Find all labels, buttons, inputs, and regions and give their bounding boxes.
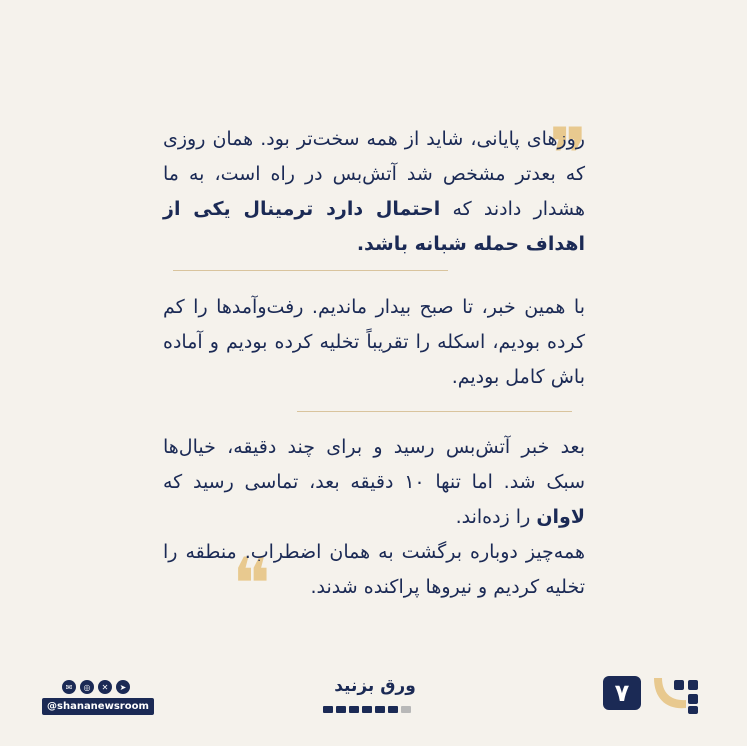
paragraph-3-text-tail: را زده‌اند. [455, 506, 537, 528]
turn-page-label[interactable]: ورق بزنید [334, 676, 416, 696]
progress-dot [349, 706, 359, 713]
instagram-icon[interactable]: ◎ [80, 680, 94, 694]
progress-dot [323, 706, 333, 713]
progress-dot [401, 706, 411, 713]
other-icon[interactable]: ✉ [62, 680, 76, 694]
paragraph-2: با همین خبر، تا صبح بیدار ماندیم. رفت‌وآمدها را کم کرده بودیم، اسکله را تقریباً تخلیه کرده بودیم و آماده باش کامل بودیم. [163, 296, 585, 388]
progress-dot [388, 706, 398, 713]
progress-dot [362, 706, 372, 713]
quote-open-mark: ❞ [549, 112, 588, 196]
divider-1 [173, 270, 448, 271]
divider-2 [297, 411, 572, 412]
page-number-badge: ۷ [603, 676, 641, 710]
progress-dot [375, 706, 385, 713]
telegram-icon[interactable]: ➤ [116, 680, 130, 694]
progress-dot [336, 706, 346, 713]
social-icons [62, 680, 130, 694]
paragraph-3-bold: لاوان [536, 506, 585, 528]
shana-logo-icon [648, 670, 710, 716]
paragraph-1 [163, 122, 585, 262]
social-handle[interactable]: @shananewsroom [42, 698, 154, 715]
paragraph-3-text-2: همه‌چیز دوباره برگشت به همان اضطراب. منطقه را تخلیه کردیم و نیروها پراکنده شدند. [163, 541, 585, 598]
quote-close-mark: ❝ [232, 542, 271, 626]
paragraph-3-text: بعد خبر آتش‌بس رسید و برای چند دقیقه، خیال‌ها سبک شد. اما تنها ۱۰ دقیقه بعد، تماسی رسید که [163, 436, 585, 493]
page-progress [323, 706, 411, 713]
paragraph-1-bold: احتمال دارد ترمینال یکی از اهداف حمله شبانه باشد. [163, 198, 585, 255]
x-icon[interactable]: ✕ [98, 680, 112, 694]
paragraph-1-text: روزهای پایانی، شاید از همه سخت‌تر بود. همان روزی که بعدتر مشخص شد آتش‌بس در راه است، به ما هشدار دادند که [163, 128, 586, 220]
paragraph-3 [163, 430, 585, 605]
